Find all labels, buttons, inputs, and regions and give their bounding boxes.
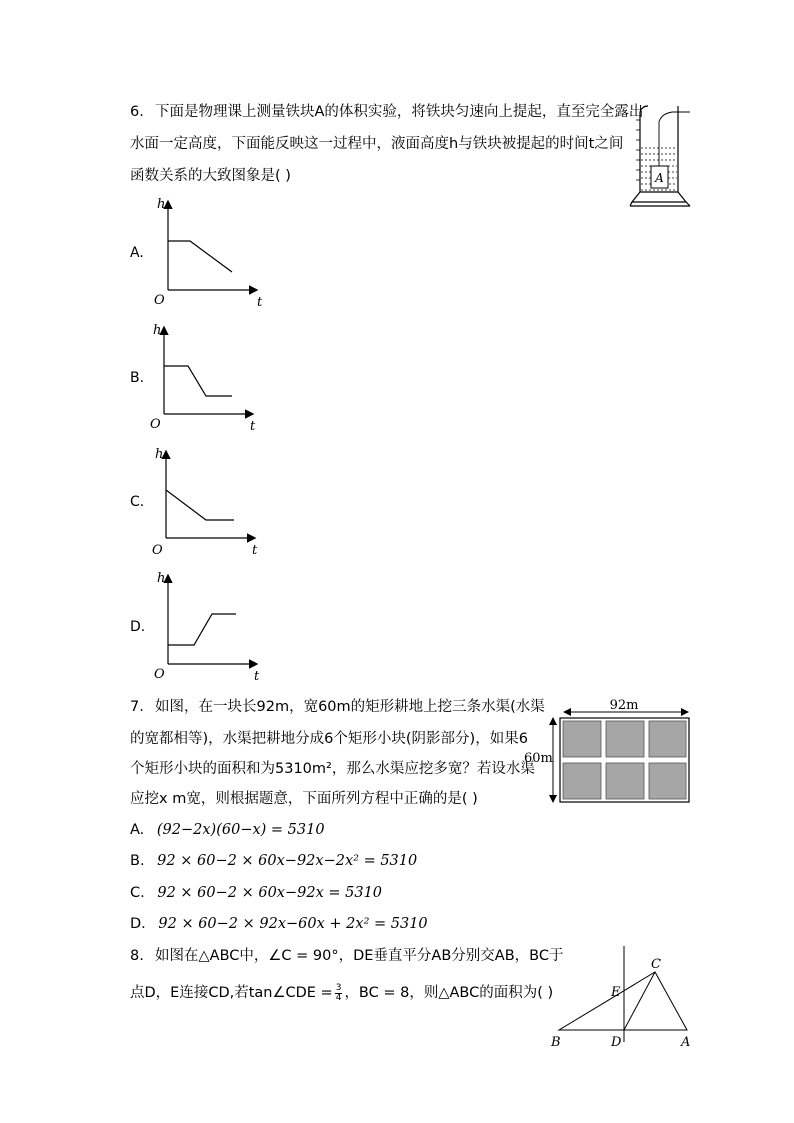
q6-option-d-graph[interactable]: [148, 568, 273, 684]
q6-text-line3: 函数关系的大致图象是( ): [130, 168, 291, 184]
q6-option-c-label[interactable]: C.: [130, 494, 145, 510]
q6-option-a-graph[interactable]: [148, 194, 273, 310]
width-label: 92m: [609, 698, 639, 713]
q7-option-b-letter: B.: [130, 853, 145, 869]
q7-text-line2: 的宽都相等)，水渠把耕地分成6个矩形小块(阴影部分)，如果6: [130, 731, 528, 747]
origin-label: O: [154, 667, 165, 682]
axis-h-label: h: [153, 323, 162, 338]
q7-option-d-equation: 92 × 60−2 × 92x−60x + 2x² = 5310: [158, 916, 428, 932]
axis-t-label: t: [250, 419, 256, 434]
plot: [649, 763, 686, 799]
q7-option-c[interactable]: [130, 883, 382, 903]
beaker-block-label: A: [655, 171, 664, 185]
q6-option-b-graph[interactable]: [144, 320, 269, 436]
q7-option-d[interactable]: [130, 914, 428, 934]
q7-option-a-equation: (92−2x)(60−x) = 5310: [156, 822, 325, 838]
q8-text-line2-start: 点D，E连接CD,若tan∠CDE =: [130, 985, 333, 1001]
origin-label: O: [154, 293, 165, 308]
q8-text-line1: 如图在△ABC中，∠C = 90°，DE垂直平分AB分别交AB，BC于: [155, 948, 564, 964]
q8-fraction-numerator: 3: [335, 982, 342, 993]
q6-option-c-graph[interactable]: [144, 444, 269, 560]
origin-label: O: [150, 417, 161, 432]
q7-text-line3: 个矩形小块的面积和为5310m²，那么水渠应挖多宽？若设水渠: [130, 761, 535, 777]
plot: [649, 721, 686, 757]
axis-t-label: t: [257, 295, 263, 310]
q6-text-line2: 水面一定高度，下面能反映这一过程中，液面高度h与铁块被提起的时间t之间: [130, 136, 624, 152]
q8-number: 8.: [130, 948, 144, 964]
field-diagram: [520, 692, 696, 808]
height-label: 60m: [524, 751, 553, 766]
q6-number: 6.: [130, 104, 144, 120]
q8-text-line2-end: ，BC = 8，则△ABC的面积为( ): [344, 985, 554, 1001]
q8-fraction-denominator: 4: [335, 992, 342, 1003]
plot: [563, 763, 601, 799]
point-d-label: D: [611, 1035, 622, 1050]
q7-option-a[interactable]: [130, 820, 325, 840]
plot: [606, 721, 644, 757]
axis-t-label: t: [252, 543, 258, 558]
q7-text-line1: 如图，在一块长92m，宽60m的矩形耕地上挖三条水渠(水渠: [155, 699, 545, 715]
axis-h-label: h: [157, 571, 166, 586]
beaker-figure: [628, 100, 694, 215]
q7-text-line4: 应挖x m宽，则根据题意，下面所列方程中正确的是( ): [130, 791, 478, 807]
point-e-label: E: [611, 985, 621, 1000]
q7-option-a-letter: A.: [130, 822, 145, 838]
point-a-label: A: [681, 1035, 691, 1050]
q7-option-b-equation: 92 × 60−2 × 60x−92x−2x² = 5310: [157, 853, 418, 869]
q8-fraction: [335, 984, 343, 1003]
q6-text-line1: 下面是物理课上测量铁块A的体积实验，将铁块匀速向上提起，直至完全露出: [155, 104, 644, 120]
axis-t-label: t: [254, 669, 260, 684]
q7-option-c-equation: 92 × 60−2 × 60x−92x = 5310: [157, 885, 383, 901]
q7-option-c-letter: C.: [130, 885, 145, 901]
axis-h-label: h: [157, 197, 166, 212]
q8-text-line2: [130, 983, 553, 1003]
q6-option-a-label[interactable]: A.: [130, 245, 144, 261]
q6-option-d-label[interactable]: D.: [130, 619, 146, 635]
axis-h-label: h: [155, 447, 164, 462]
origin-label: O: [152, 543, 163, 558]
plot: [563, 721, 601, 757]
point-c-label: C: [651, 957, 661, 972]
q7-option-b[interactable]: [130, 851, 417, 871]
point-b-label: B: [551, 1035, 561, 1050]
triangle-diagram: [545, 942, 705, 1054]
plot: [606, 763, 644, 799]
q7-number: 7.: [130, 699, 144, 715]
q6-option-b-label[interactable]: B.: [130, 370, 145, 386]
q7-option-d-letter: D.: [130, 916, 146, 932]
